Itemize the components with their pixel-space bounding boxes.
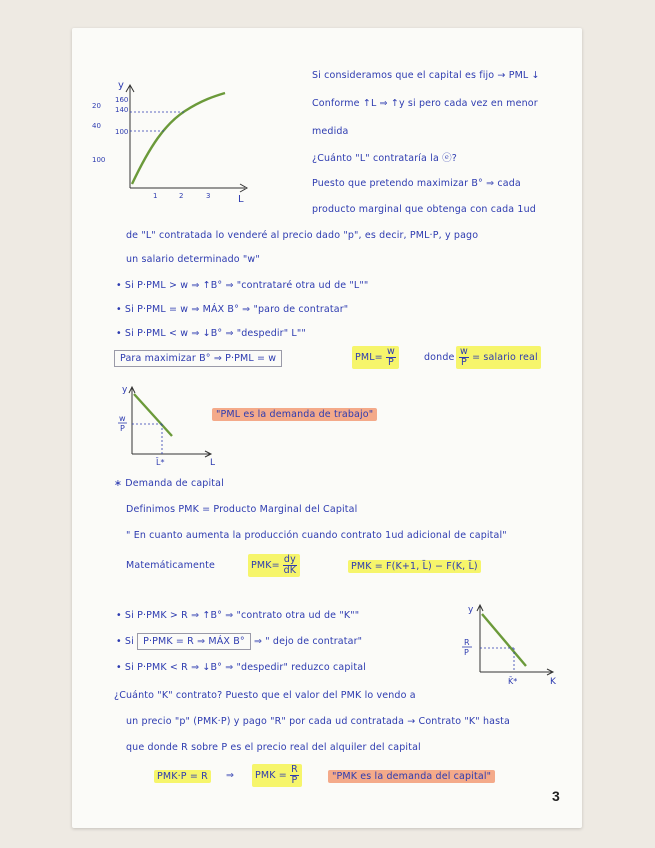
dy-over-dk-fraction: [283, 555, 297, 576]
text-line: de "L" contratada lo venderé al precio dado "p", es decir, PML·P, y pago: [126, 230, 479, 241]
text-line: medida: [312, 126, 349, 137]
production-function-graph: [80, 76, 260, 206]
pml-lhs: PML=: [355, 352, 383, 363]
graph1-y-label: y: [118, 80, 124, 91]
graph1-ytick: 160: [115, 96, 129, 104]
labor-demand-note: "PML es la demanda de trabajo": [212, 408, 377, 421]
graph2-x-label: L: [210, 458, 216, 468]
max-condition-box: P·PMK = R ⇒ MÁX B°: [137, 633, 251, 650]
text-line: ¿Cuánto "K" contrato? Puesto que el valor del PMK lo vendo a: [114, 690, 416, 701]
bullet-line: • Si P·PMK > R ⇒ ↑B° ⇒ "contrato otra ud de "K"": [116, 610, 360, 621]
text-line: " En cuanto aumenta la producción cuando contrato 1ud adicional de capital": [126, 530, 507, 541]
notebook-page: [72, 28, 582, 828]
frac-denominator: P: [387, 357, 394, 368]
graph1-ytick: 140: [115, 106, 129, 114]
text-line: ¿Cuánto "L" contrataría la ⓔ?: [312, 153, 457, 164]
bullet-line: • Si P·PML > w ⇒ ↑B° ⇒ "contrataré otra ud de "L"": [116, 280, 369, 291]
frac-numerator: w: [386, 346, 395, 357]
text-line: Puesto que pretendo maximizar B° ⇒ cada: [312, 178, 521, 189]
graph1-x-label: L: [238, 194, 244, 205]
section-title: ∗ Demanda de capital: [114, 478, 224, 489]
graph1-xtick: 1: [153, 192, 158, 200]
text-line: Si consideramos que el capital es fijo → PML ↓: [312, 70, 540, 81]
text-line: Definimos PMK = Producto Marginal del Capital: [126, 504, 358, 515]
bullet-prefix: • Si: [116, 636, 134, 647]
frac-denominator: P: [291, 775, 298, 786]
bullet-line: • Si P·PML < w ⇒ ↓B° ⇒ "despedir" L"": [116, 328, 306, 339]
graph3-y-label: y: [468, 605, 474, 615]
bullet-line: [116, 636, 362, 647]
text-line: producto marginal que obtenga con cada 1ud: [312, 204, 536, 215]
pml-formula: [352, 346, 399, 369]
frac-numerator: w: [460, 346, 468, 357]
salario-real-formula: [456, 346, 541, 369]
r-over-p-fraction: [290, 765, 299, 786]
text-line: Matemáticamente: [126, 560, 216, 571]
graph1-ytick: 100: [115, 128, 129, 136]
pmk-lhs: PMK=: [251, 560, 280, 571]
capital-demand-graph: [452, 600, 562, 692]
text-line: un precio "p" (PMK·P) y pago "R" por cada ud contratada → Contrato "K" hasta: [126, 716, 511, 727]
bullet-suffix: ⇒ " dejo de contratar": [253, 636, 363, 647]
graph3-ytick-num: R: [464, 638, 470, 647]
bullet-line: • Si P·PMK < R ⇒ ↓B° ⇒ "despedir" reduzco capital: [116, 662, 366, 673]
labor-demand-graph: [110, 380, 220, 468]
graph3-x-label: K: [550, 677, 556, 687]
capital-demand-note: "PMK es la demanda del capital": [328, 770, 495, 783]
frac-numerator: dy: [283, 554, 296, 565]
pmk-p-equals-r: PMK·P = R: [154, 770, 211, 783]
pmk-derivative-formula: [248, 554, 300, 577]
pmk-lhs: PMK =: [255, 770, 287, 781]
w-over-p-fraction: [459, 347, 469, 368]
page-number: 3: [552, 788, 560, 804]
frac-numerator: R: [291, 764, 298, 775]
w-over-p-fraction: [386, 347, 396, 368]
graph1-left-mark: 100: [92, 156, 106, 164]
graph3-ytick-den: P: [464, 648, 469, 657]
text-line: un salario determinado "w": [126, 254, 260, 265]
graph2-y-label: y: [122, 385, 128, 395]
graph1-xtick: 2: [179, 192, 184, 200]
pmk-difference-formula: PMK = F(K+1, L̄) − F(K, L̄): [348, 560, 481, 573]
implies-arrow: ⇒: [226, 770, 235, 781]
graph2-ytick-num: w: [119, 414, 126, 423]
frac-denominator: dK: [283, 565, 297, 576]
graph1-left-mark: 20: [92, 102, 101, 110]
graph3-xtick: K̄*: [508, 677, 518, 686]
maximize-box: Para maximizar B° ⇒ P·PML = w: [114, 350, 282, 367]
graph1-xtick: 3: [206, 192, 211, 200]
donde-label: donde: [424, 352, 455, 363]
graph2-ytick-den: P: [120, 424, 125, 433]
text-line: que donde R sobre P es el precio real del alquiler del capital: [126, 742, 421, 753]
graph2-xtick: L̄*: [156, 458, 165, 467]
frac-denominator: P: [461, 357, 467, 368]
graph1-left-mark: 40: [92, 122, 101, 130]
bullet-line: • Si P·PML = w ⇒ MÁX B° ⇒ "paro de contratar": [116, 304, 349, 315]
pmk-r-over-p-formula: [252, 764, 302, 787]
salario-real-label: = salario real: [472, 352, 538, 363]
text-line: Conforme ↑L ⇒ ↑y si pero cada vez en menor: [312, 98, 538, 109]
